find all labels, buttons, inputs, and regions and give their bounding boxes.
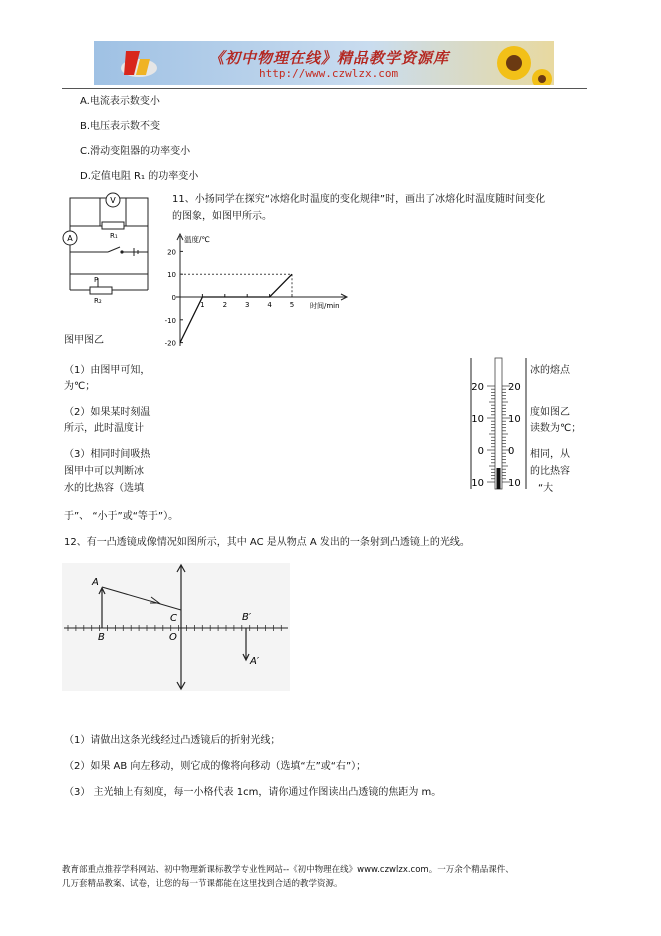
melting-graph — [160, 228, 350, 354]
q11-p3-end: 于”、 “小于”或“等于”）。 — [64, 511, 179, 522]
q11-p1-right: 冰的熔点 — [530, 365, 570, 376]
q11-p2-line2: 所示，此时温度计 — [64, 423, 144, 434]
graph-xtick-label: 1 — [200, 301, 205, 309]
q11-stem-line1: 11、小扬同学在探究“冰熔化时温度的变化规律”时，画出了冰熔化时温度随时间变化 — [172, 194, 546, 205]
q11-p3-right3: “大 — [538, 483, 554, 494]
thermo-label-left: 0 — [477, 446, 484, 457]
lens-diagram — [62, 563, 290, 691]
r2-label: R₂ — [94, 297, 102, 305]
option-d: D.定值电阻 R₁ 的功率变小 — [80, 171, 199, 182]
graph-ytick-label: 20 — [167, 248, 176, 257]
graph-ytick-label: -10 — [164, 316, 176, 325]
q11-p2-line1: （2）如果某时刻温 — [64, 407, 151, 418]
circuit-diagram — [60, 190, 160, 305]
option-a: A.电流表示数变小 — [80, 96, 160, 107]
q11-p3-right2: 的比热容 — [530, 466, 570, 477]
label-o: O — [169, 632, 177, 643]
voltmeter-label: V — [110, 196, 116, 205]
fig-caption: 图甲图乙 — [64, 335, 104, 346]
q11-p1-line1: （1）由图甲可知， — [64, 365, 151, 376]
q12-p3: （3） 主光轴上有刻度，每一小格代表 1cm，请你通过作图读出凸透镜的焦距为 m。 — [64, 787, 442, 798]
r1-label: R₁ — [110, 232, 118, 240]
banner-url[interactable]: http://www.czwlzx.com — [259, 67, 399, 80]
thermometer — [468, 356, 530, 491]
thermo-label-left: 20 — [471, 382, 484, 393]
option-b: B.电压表示数不变 — [80, 121, 161, 132]
option-c: C.滑动变阻器的功率变小 — [80, 146, 191, 157]
q11-p3-line2: 图甲中可以判断冰 — [64, 466, 144, 477]
label-a-prime: A′ — [250, 656, 260, 667]
thermo-label-right: 20 — [508, 382, 521, 393]
q12-p2: （2）如果 AB 向左移动，则它成的像将向移动（选填“左”或“右”）； — [64, 761, 367, 772]
graph-ylabel: 温度/℃ — [184, 235, 210, 244]
banner-title: 《初中物理在线》精品教学资源库 — [209, 49, 450, 67]
label-c: C — [170, 613, 177, 624]
q12-p1: （1）请做出这条光线经过凸透镜后的折射光线； — [64, 735, 281, 746]
graph-ytick-label: -20 — [164, 339, 176, 348]
graph-xlabel: 时间/min — [310, 302, 340, 310]
thermo-label-right: 10 — [508, 478, 521, 489]
graph-ytick-label: 10 — [167, 271, 176, 280]
series-line-temperature — [180, 274, 295, 342]
graph-ytick-label: 0 — [171, 294, 176, 302]
thermometer-liquid — [497, 468, 501, 489]
thermo-label-left: 10 — [471, 478, 484, 489]
header-divider — [62, 88, 587, 89]
q11-p3-right1: 相同，从 — [530, 449, 570, 460]
graph-xtick-label: 3 — [244, 301, 250, 309]
label-b: B — [98, 632, 105, 643]
graph-xtick-label: 5 — [289, 301, 295, 309]
label-a: A — [92, 577, 99, 588]
q11-p2-right1: 度如图乙 — [530, 407, 570, 418]
footer-line1: 教育部重点推荐学科网站、初中物理新课标教学专业性网站--《初中物理在线》www.czwlzx.com。一万余个精品课件、 — [62, 865, 514, 875]
thermo-label-left: 10 — [471, 414, 484, 425]
q12-stem: 12、有一凸透镜成像情况如图所示，其中 AC 是从物点 A 发出的一条射到凸透镜上的光线。 — [64, 537, 470, 548]
footer-line2: 几万套精品教案、试卷，让您的每一节课都能在这里找到合适的教学资源。 — [62, 879, 343, 889]
ammeter-label: A — [67, 234, 73, 243]
slider-label: P — [94, 276, 99, 284]
q11-p1-line2: 为℃； — [64, 381, 96, 392]
header-banner — [94, 41, 554, 85]
thermo-label-right: 0 — [508, 446, 515, 457]
q11-p3-line1: （3）相同时间吸热 — [64, 449, 151, 460]
thermo-label-right: 10 — [508, 414, 521, 425]
q11-stem-line2: 的图象，如图甲所示。 — [172, 211, 272, 222]
q11-p3-line3: 水的比热容（选填 — [64, 483, 144, 494]
graph-xtick-label: 2 — [222, 301, 228, 309]
q11-p2-right2: 读数为℃； — [530, 423, 582, 434]
label-b-prime: B′ — [242, 612, 252, 623]
graph-xtick-label: 4 — [267, 301, 272, 309]
